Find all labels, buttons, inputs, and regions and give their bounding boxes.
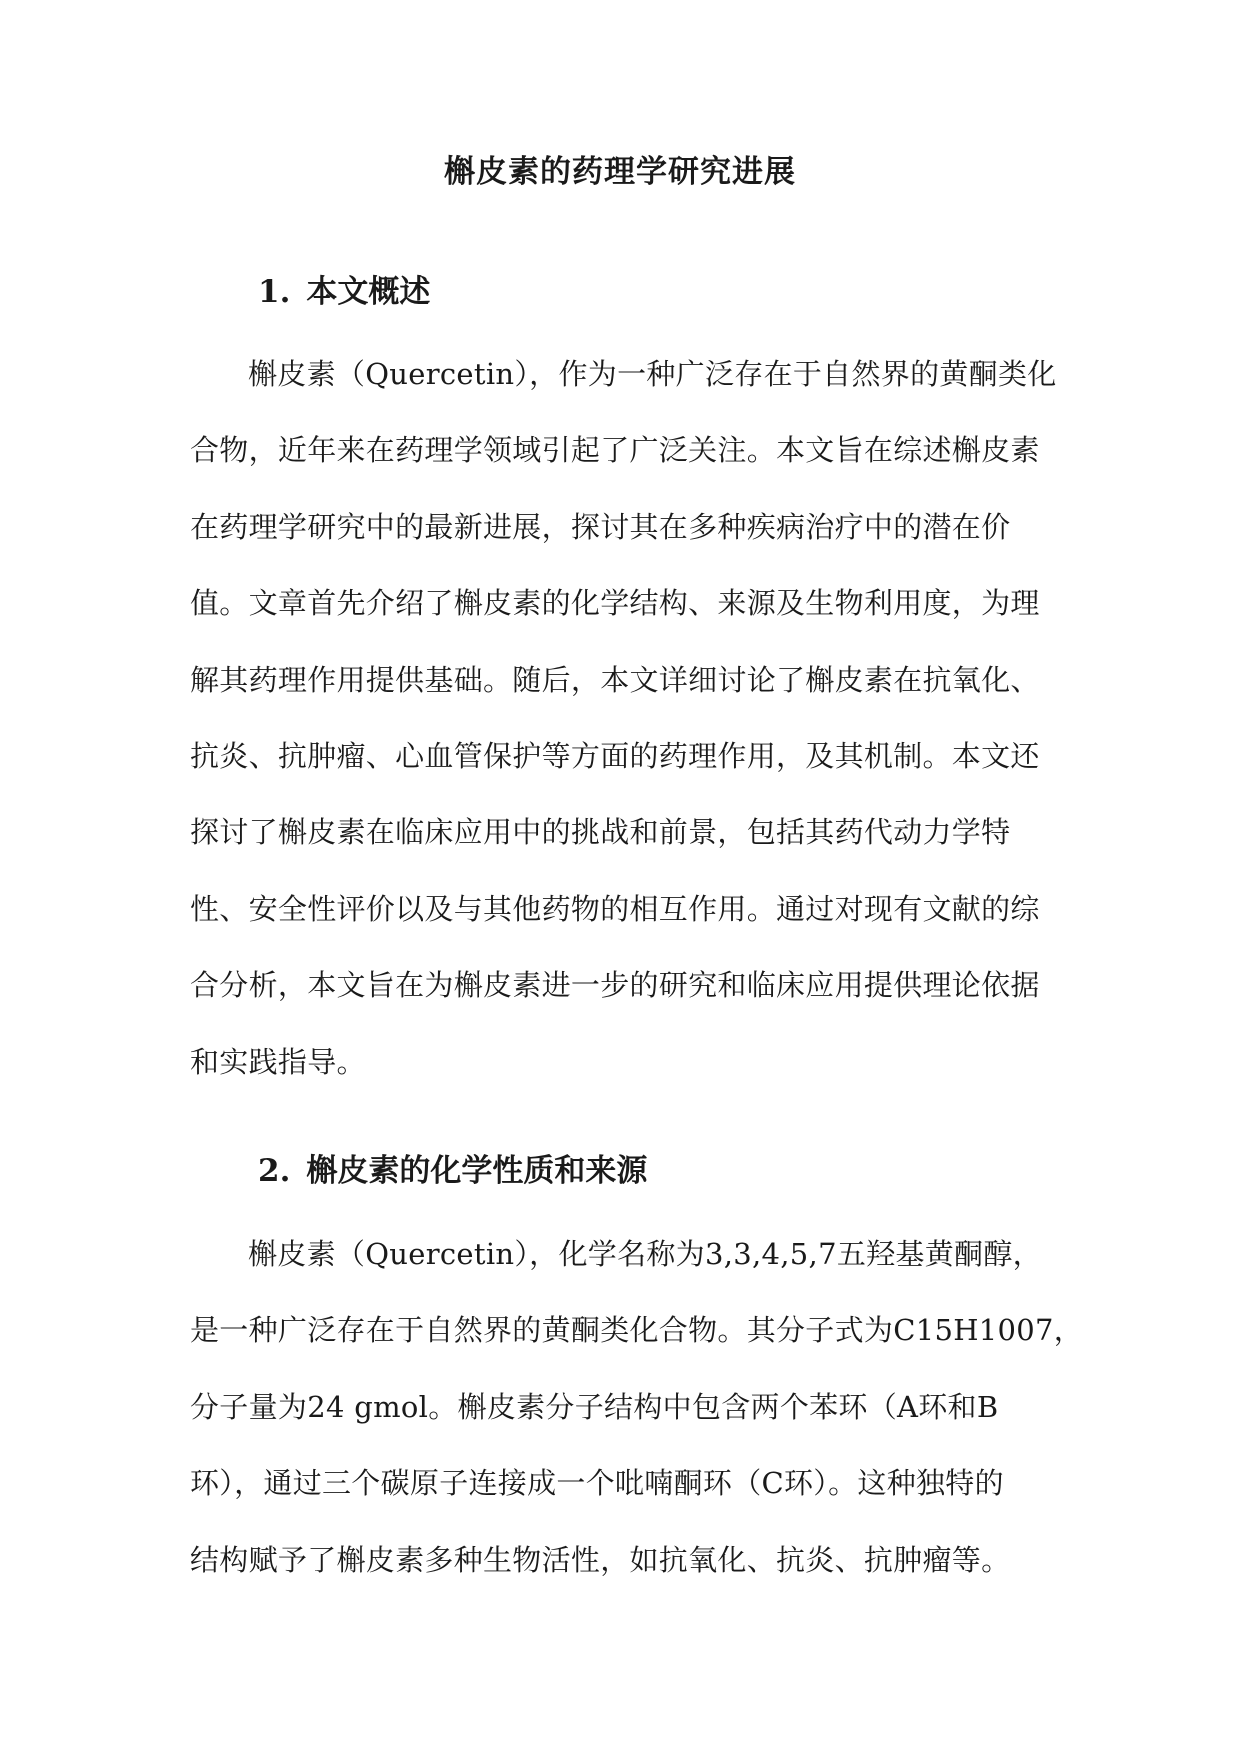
paragraph-line: 值。文章首先介绍了槲皮素的化学结构、来源及生物利用度，为理 [190, 586, 1040, 621]
paragraph-line: 结构赋予了槲皮素多种生物活性，如抗氧化、抗炎、抗肿瘤等。 [190, 1542, 1011, 1577]
section-2-body [190, 1234, 1083, 1616]
paragraph-line: 性、安全性评价以及与其他药物的相互作用。通过对现有文献的综 [190, 891, 1040, 926]
section-heading-text: 槲皮素的化学性质和来源 [306, 1153, 648, 1189]
paragraph-line: 解其药理作用提供基础。随后，本文详细讨论了槲皮素在抗氧化、 [190, 662, 1040, 697]
section-heading-2 [258, 1151, 647, 1191]
paragraph-line: 是一种广泛存在于自然界的黄酮类化合物。其分子式为C15H1007， [190, 1313, 1084, 1348]
paragraph-line: 合分析，本文旨在为槲皮素进一步的研究和临床应用提供理论依据 [190, 968, 1040, 1003]
section-heading-1 [258, 272, 430, 312]
paragraph-line: 合物，近年来在药理学领域引起了广泛关注。本文旨在综述槲皮素 [190, 433, 1040, 468]
section-number: 1. [258, 274, 291, 310]
paragraph-line: 在药理学研究中的最新进展，探讨其在多种疾病治疗中的潜在价 [190, 509, 1011, 544]
paragraph-line: 环），通过三个碳原子连接成一个吡喃酮环（C环）。这种独特的 [190, 1466, 1004, 1501]
paragraph-line: 和实践指导。 [190, 1044, 366, 1079]
paragraph-line: 槲皮素（Quercetin），化学名称为3,3,4,5,7五羟基黄酮醇， [248, 1237, 1042, 1271]
section-number: 2. [258, 1153, 291, 1189]
paragraph-line: 槲皮素（Quercetin），作为一种广泛存在于自然界的黄酮类化 [248, 357, 1057, 391]
paragraph-line: 探讨了槲皮素在临床应用中的挑战和前景，包括其药代动力学特 [190, 815, 1011, 850]
paragraph-line: 分子量为24 gmol。槲皮素分子结构中包含两个苯环（A环和B [190, 1389, 999, 1424]
section-1-body [190, 354, 1057, 1118]
document-title: 槲皮素的药理学研究进展 [444, 154, 796, 190]
paragraph-line: 抗炎、抗肿瘤、心血管保护等方面的药理作用，及其机制。本文还 [190, 738, 1040, 773]
section-heading-text: 本文概述 [306, 274, 431, 310]
